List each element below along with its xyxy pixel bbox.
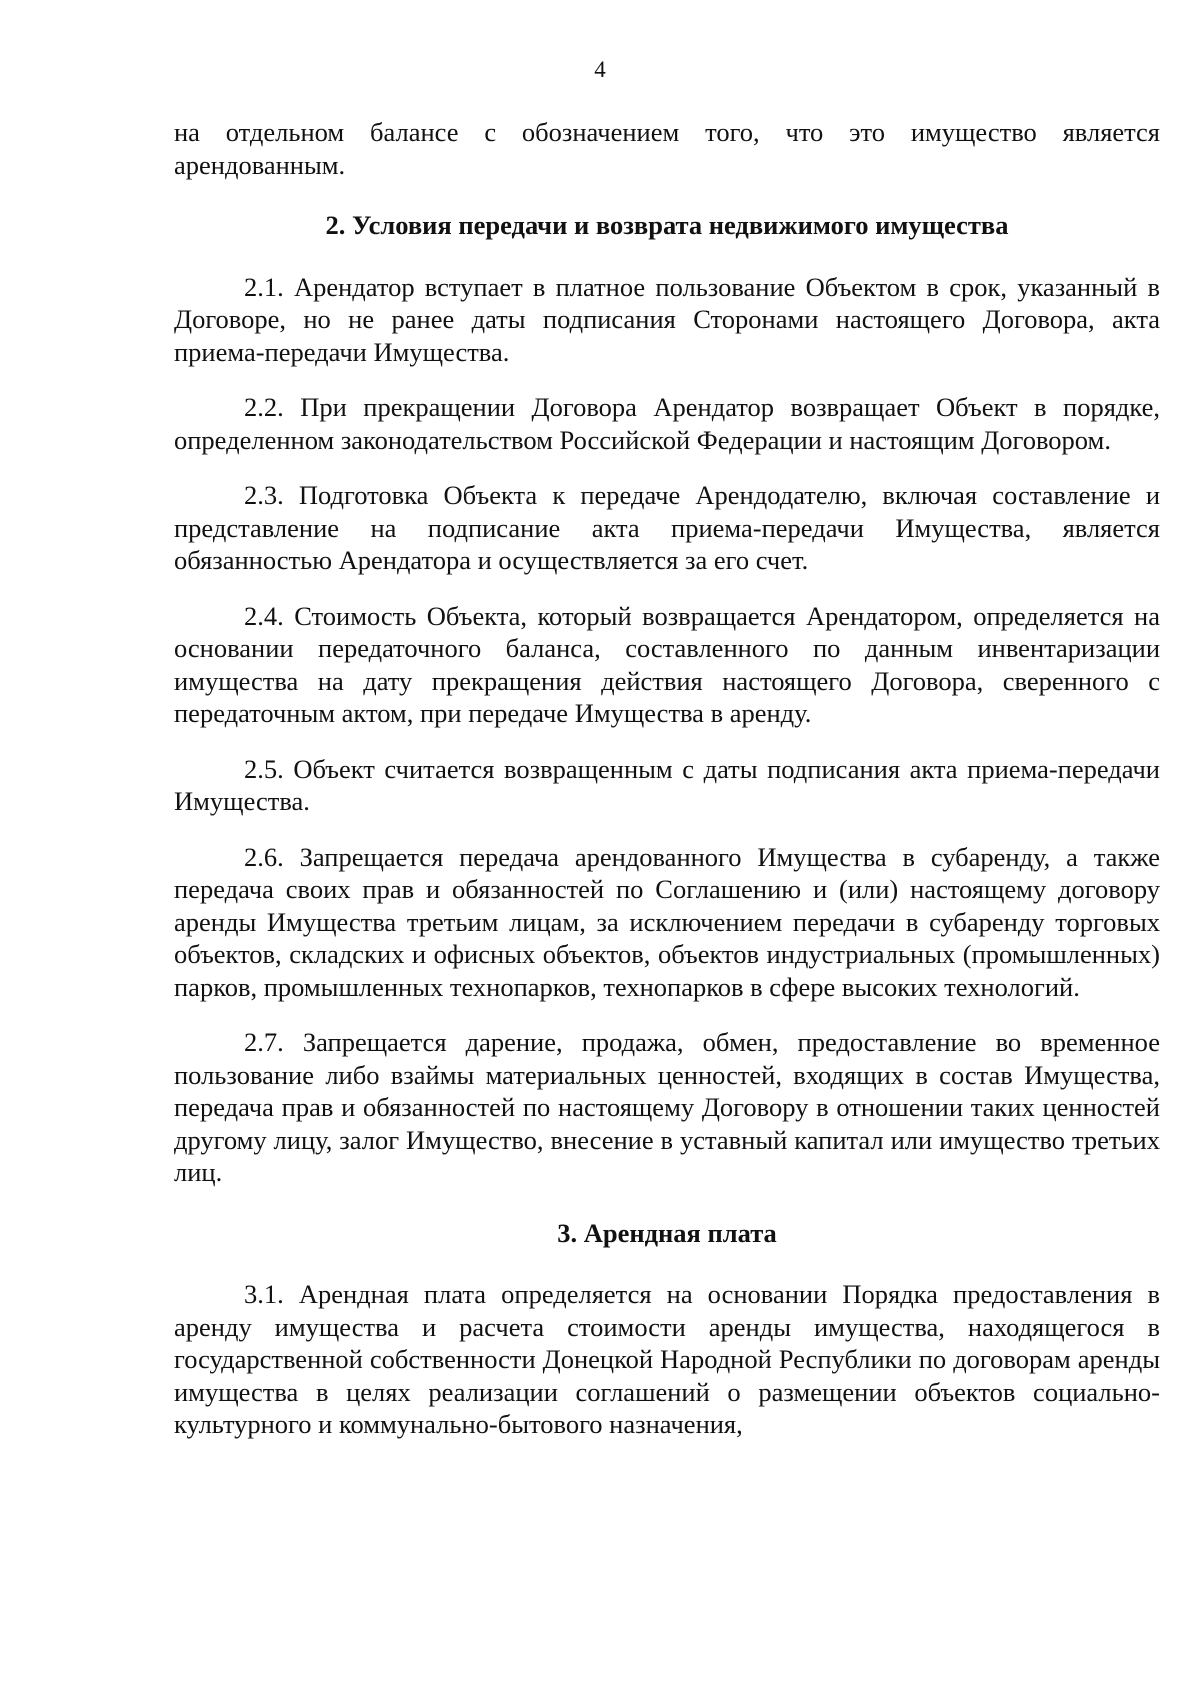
clause-2-5: 2.5. Объект считается возвращенным с даты подписания акта приема-передачи Имущества. [174,753,1160,816]
page-number: 4 [594,57,606,82]
clause-3-1: 3.1. Арендная плата определяется на основании Порядка предоставления в аренду имущества и расчета стоимости аренды имущества, находящегося в государственной собственности Донецкой Народной Республики по договорам аренды имущества в целях реализации соглашений о размещении объектов социально-культурного и коммунально-бытового назначения, [174,1279,1160,1439]
intro-paragraph: на отдельном балансе с обозначением того, что это имущество является арендованным. [174,117,1160,180]
clause-2-6: 2.6. Запрещается передача арендованного Имущества в субаренду, а также передача своих прав и обязанностей по Соглашению и (или) настоящему договору аренды Имущества третьим лицам, за исключением передачи в субаренду торговых объектов, складских и офисных объектов, объектов индустриальных (промышленных) парков, промышленных технопарков, технопарков в сфере высоких технологий. [174,841,1160,1002]
clause-2-3: 2.3. Подготовка Объекта к передаче Арендодателю, включая составление и представление на подписание акта приема-передачи Имущества, является обязанностью Арендатора и осуществляется за его счет. [174,480,1160,575]
clause-2-2: 2.2. При прекращении Договора Арендатор возвращает Объект в порядке, определенном законодательством Российской Федерации и настоящим Договором. [174,392,1160,455]
document-body [174,116,1160,1441]
clause-2-1: 2.1. Арендатор вступает в платное пользование Объектом в срок, указанный в Договоре, но не ранее даты подписания Сторонами настоящего Договора, акта приема-передачи Имущества. [174,271,1160,367]
section-3-title: 3. Арендная плата [557,1217,777,1248]
section-2-title: 2. Условия передачи и возврата недвижимого имущества [325,210,1009,240]
clause-2-4: 2.4. Стоимость Объекта, который возвращается Арендатором, определяется на основании передаточного баланса, составленного по данным инвентаризации имущества на дату прекращения действия настоящего Договора, сверенного с передаточным актом, при передаче Имущества в аренду. [174,600,1160,728]
clause-2-7: 2.7. Запрещается дарение, продажа, обмен, предоставление во временное пользование либо взаймы материальных ценностей, входящих в состав Имущества, передача прав и обязанностей по настоящему Договору в отношении таких ценностей другому лицу, залог Имущество, внесение в уставный капитал или имущество третьих лиц. [174,1027,1160,1187]
